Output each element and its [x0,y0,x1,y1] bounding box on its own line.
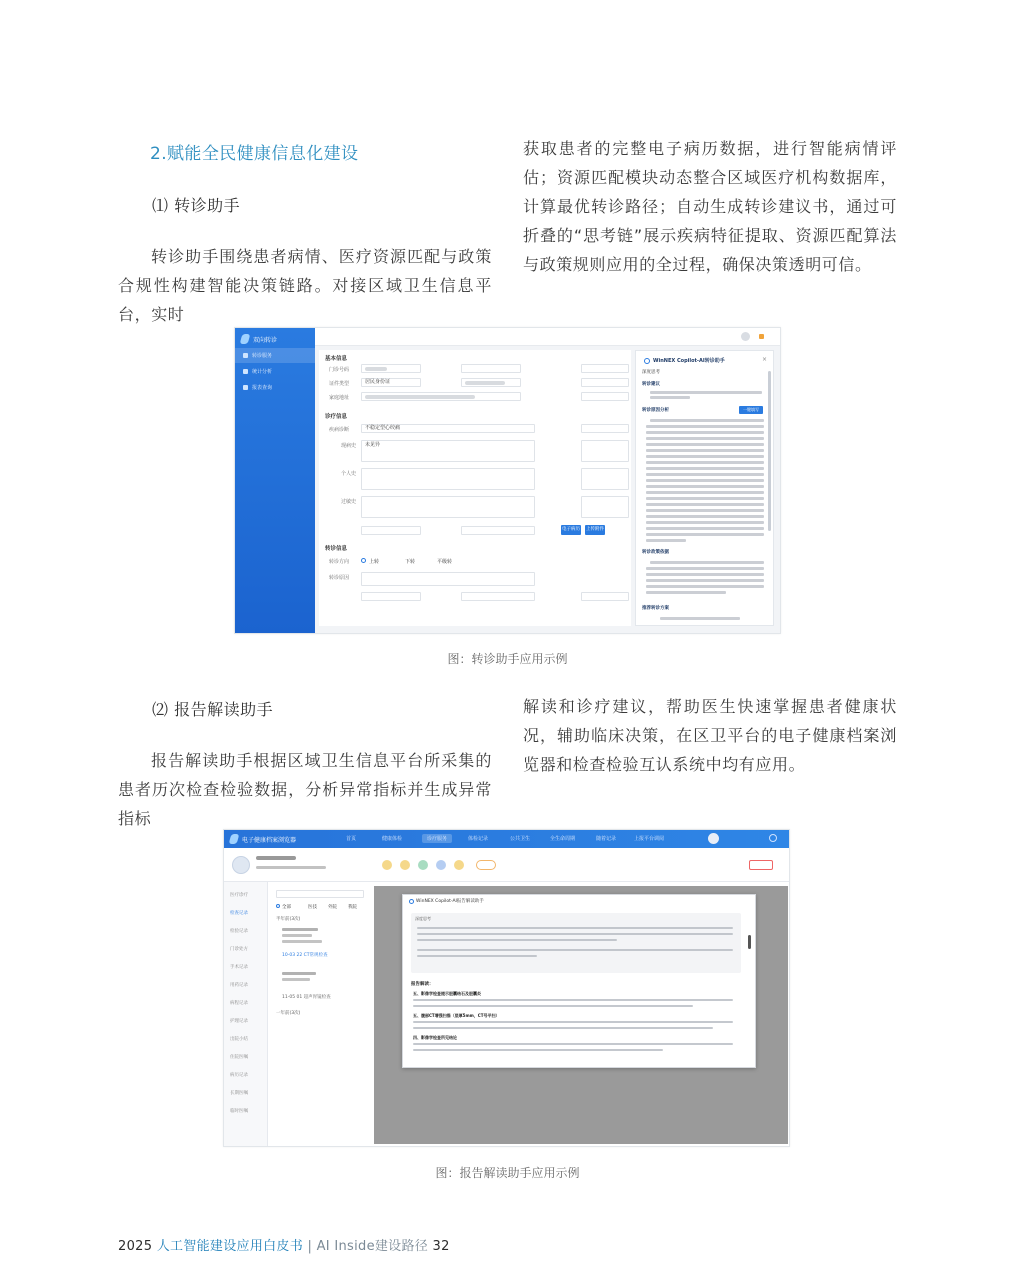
radio-level[interactable]: 平级转 [437,559,453,565]
text-line [417,927,733,929]
referral-brand [241,334,277,344]
text-line [646,431,764,434]
patient-header [224,848,789,882]
form-label-direction: 转诊方向 [329,559,350,565]
thinking-box [411,913,741,973]
page-footer [118,1235,450,1254]
text-line [413,1021,733,1023]
text-line [646,479,764,482]
text-line [646,515,764,518]
text-line [646,521,764,524]
nav-platform[interactable]: 上报平台调阅 [634,836,665,842]
gender-field[interactable] [581,378,629,387]
section-title: 2.赋能全民健康信息化建设 [150,144,359,164]
avatar[interactable] [741,332,750,341]
text-line [646,527,764,530]
text-line [646,579,764,582]
form-label-personal-history: 个人史 [341,471,357,477]
past-history-textarea[interactable] [581,440,629,462]
menu-item-discharge[interactable]: 出院小结 [230,1037,248,1042]
inpatient-no-field[interactable] [461,526,535,535]
sidebar-item-label: 报表查询 [252,385,273,391]
settings-icon[interactable] [769,834,777,842]
text-line [650,419,764,422]
referral-subtitle: ⑴ 转诊助手 [152,196,241,215]
report-brand-label: 电子健康档案浏览器 [242,836,297,844]
tag-icon [382,860,392,870]
report-paragraph-right: 解读和诊疗建议，帮助医生快速掌握患者健康状况，辅助临床决策，在区卫平台的电子健康档案浏览器和检查检验互认系统中均有应用。 [523,697,897,774]
brand-logo-icon [240,334,251,344]
panel-section-plan: 推荐转诊方案 [642,606,669,611]
form-label-allergy: 过敏史 [341,499,357,505]
menu-item-medication[interactable]: 用药记录 [230,983,248,988]
diagnosis-info-heading: 诊疗信息 [325,414,348,420]
dialog-scrollbar[interactable] [748,935,751,949]
text-line [646,437,764,440]
tag-icon [436,860,446,870]
text-line [646,539,686,542]
copilot-logo-icon [409,899,414,904]
menu-item-surgery[interactable]: 手术记录 [230,965,248,970]
text-line [646,443,764,446]
deep-thinking-toggle[interactable]: 深度思考 [415,916,431,921]
nav-lifecycle[interactable]: 全生命周期 [550,836,576,842]
text-line [646,533,764,536]
text-line [646,467,764,470]
redacted-value [365,395,475,399]
exam-textarea[interactable] [581,496,629,518]
ai-referral-panel [635,350,774,626]
panel-title-label: WinNEX Copilot-AI转诊助手 [653,358,725,364]
redacted-record-title [282,934,312,937]
panel-title [644,357,725,364]
filter-internal[interactable]: 我院 [348,905,357,910]
redacted-value [465,381,505,385]
present-illness-textarea[interactable]: 未见异 [361,440,535,462]
form-label-clinic-no: 门诊号码 [329,367,350,373]
report-subtitle: ⑵ 报告解读助手 [152,700,274,719]
list-item[interactable]: 11-05 01 超声胃镜检查 [282,995,331,1000]
menu-item-nursing[interactable]: 护理记录 [230,1019,248,1024]
redacted-patient-info [256,866,326,869]
radio-up[interactable] [361,558,379,565]
text-line [646,503,764,506]
text-line [417,955,537,957]
nav-public-health[interactable]: 公共卫生 [510,836,531,842]
text-line [646,591,726,594]
exam-record-list [272,886,368,1144]
referral-screenshot [234,327,781,634]
panel-section-analysis: 转诊原因分析 [642,408,669,413]
sidebar-item-reports[interactable] [235,380,315,395]
tag-icon [454,860,464,870]
text-line [650,396,690,399]
service-icon [243,353,248,358]
report-screenshot [223,829,790,1147]
dialog-title [409,898,484,904]
form-label-id-type: 证件类型 [329,381,350,387]
text-line [417,933,733,935]
list-item[interactable]: 10-03 22 CT常规检查 [282,953,328,958]
footer-separator: | [307,1239,313,1254]
nav-followup[interactable]: 随着记录 [596,836,617,842]
form-label-reason: 转诊原因 [329,575,350,581]
report-paragraph-left: 报告解读助手根据区域卫生信息平台所采集的患者历次检查检验数据，分析异常指标并生成异常指标 [118,751,492,828]
text-line [650,391,762,394]
panel-section-policy: 转诊政策依据 [642,550,669,555]
report-icon [243,385,248,390]
menu-item-temp-orders[interactable]: 临时医嘱 [230,1109,248,1114]
sidebar-item-referral-service[interactable] [235,348,315,363]
reason-textarea[interactable] [361,572,535,586]
form-label-present-illness: 现病史 [341,443,357,449]
text-line [413,1027,713,1029]
menu-item-orders[interactable]: 住院医嘱 [230,1055,248,1060]
text-line [646,491,764,494]
phone-field[interactable] [581,392,629,401]
dialog-title-label: WinNEX Copilot-AI报告解读助手 [416,899,484,904]
form-label-address: 家庭地址 [329,395,350,401]
referral-caption: 图：转诊助手应用示例 [447,652,568,666]
finding-heading-3: 四、影像学检查所见结论 [413,1035,457,1040]
redacted-patient-name [256,856,296,860]
redacted-record-title [282,978,310,981]
menu-item-long-orders[interactable]: 长期医嘱 [230,1091,248,1096]
family-history-textarea[interactable] [581,468,629,490]
sidebar-item-statistics[interactable] [235,364,315,379]
text-line [660,617,740,620]
text-line [413,999,733,1001]
panel-section-suggestion: 转诊建议 [642,382,660,387]
emr-button[interactable]: 电子病历 [561,525,581,535]
text-line [413,1005,693,1007]
source-field[interactable] [581,364,629,373]
page-number: 32 [432,1239,450,1254]
autofill-button[interactable]: 一键填写 [739,406,763,414]
period-heading-one-year: 一年前(3次) [276,1011,301,1016]
menu-item-emr[interactable]: 病历记录 [230,1073,248,1078]
text-line [417,949,733,951]
id-type-select[interactable]: 居民身份证 [361,378,421,387]
referral-paragraph-left: 转诊助手围绕患者病情、医疗资源匹配与政策合规性构建智能决策链路。对接区域卫生信息平台，实时 [118,247,492,324]
upload-button[interactable]: 上传附件 [585,525,605,535]
diagnosis-extra-field[interactable] [581,424,629,433]
nav-home[interactable]: 首页 [346,836,357,842]
tag-badge [476,860,496,870]
filter-all-label: 全部 [282,905,291,910]
report-interpretation-heading: 报告解读： [411,982,434,987]
diagnosis-field[interactable]: 不稳定型心绞痛 [361,424,535,433]
target-org-select[interactable] [361,592,421,601]
copilot-logo-icon [644,358,650,364]
period-heading-half-year: 半年前(3次) [276,917,301,922]
text-line [646,449,764,452]
redacted-record-title [282,972,316,975]
redacted-value [365,367,387,371]
filter-all[interactable] [276,904,291,910]
menu-item-course[interactable]: 病程记录 [230,1001,248,1006]
target-dept-select[interactable] [461,592,535,601]
close-icon[interactable]: × [761,356,767,363]
referral-form [319,350,631,626]
footer-year: 2025 [118,1239,153,1254]
text-line [646,425,764,428]
tag-icon [418,860,428,870]
text-line [417,939,617,941]
form-label-diagnosis: 疾病诊断 [329,427,350,433]
finding-heading-2: 五、腹部CT增强扫描（层厚5mm，CT号平扫） [413,1013,500,1018]
text-line [646,497,764,500]
transfer-method-select[interactable] [581,592,629,601]
text-line [413,1043,733,1045]
basic-info-heading: 基本信息 [325,356,348,362]
filter-tech[interactable]: 医技 [308,905,317,910]
nav-records[interactable]: 体检记录 [468,836,489,842]
finding-heading-1: 五、影像学检查提示胆囊结石及胆囊炎 [413,991,481,996]
referral-paragraph-right: 获取患者的完整电子病历数据，进行智能病情评估；资源匹配模块动态整合区域医疗机构数据库，计算最优转诊路径；自动生成转诊建议书，通过可折叠的“思考链”展示疾病特征提取、资源匹配算法与政策规则应用的全过程，确保决策透明可信。 [523,139,897,274]
text-line [646,461,764,464]
referral-brand-label: 双向转诊 [253,336,278,344]
footer-chapter: AI Inside建设路径 [316,1239,429,1254]
tag-icon [400,860,410,870]
text-line [646,455,764,458]
nav-checkup[interactable]: 健康体检 [382,836,403,842]
radio-up-label: 上转 [369,559,380,565]
menu-item-clinic[interactable]: 医疗诊疗 [230,893,248,898]
report-brand [230,834,296,844]
text-line [646,567,764,570]
radio-selected-icon [276,904,280,908]
chart-icon [243,369,248,374]
outpatient-no-field[interactable] [361,526,421,535]
brand-logo-icon [229,834,240,844]
menu-item-prescription[interactable]: 门诊处方 [230,947,248,952]
text-line [646,509,764,512]
redacted-record-title [282,928,318,931]
menu-item-exam[interactable]: 检查记录 [230,911,248,916]
ai-report-dialog [402,894,756,1068]
nav-diagnosis[interactable]: 诊疗服务 [422,834,452,843]
footer-title: 人工智能建设应用白皮书 [156,1239,304,1254]
sidebar-item-label: 统计分析 [252,369,273,375]
transfer-info-heading: 转诊信息 [325,546,348,552]
text-line [646,473,764,476]
panel-scrollbar[interactable] [768,371,771,531]
alert-button[interactable] [749,860,773,870]
text-line [646,573,764,576]
record-type-menu [224,882,268,1146]
record-search-input[interactable] [276,890,364,898]
patient-name-field[interactable] [461,364,521,373]
sidebar-item-label: 转诊服务 [252,353,273,359]
radio-selected-icon [361,558,366,563]
referral-topbar [315,328,780,346]
text-line [646,485,764,488]
patient-avatar [232,856,250,874]
radio-down[interactable]: 下转 [405,559,416,565]
avatar[interactable] [708,833,719,844]
menu-item-lab[interactable]: 检验记录 [230,929,248,934]
report-topbar [224,830,789,848]
deep-thinking-toggle[interactable]: 深度思考 [642,370,660,375]
personal-history-textarea[interactable] [361,468,535,490]
report-caption: 图：报告解读助手应用示例 [435,1166,580,1180]
referral-sidebar [235,328,315,633]
redacted-record-title [282,940,322,943]
text-line [646,585,764,588]
text-line [413,1049,663,1051]
text-line [650,561,764,564]
allergy-textarea[interactable] [361,496,535,518]
filter-external[interactable]: 外院 [328,905,337,910]
notification-icon[interactable] [759,334,764,339]
